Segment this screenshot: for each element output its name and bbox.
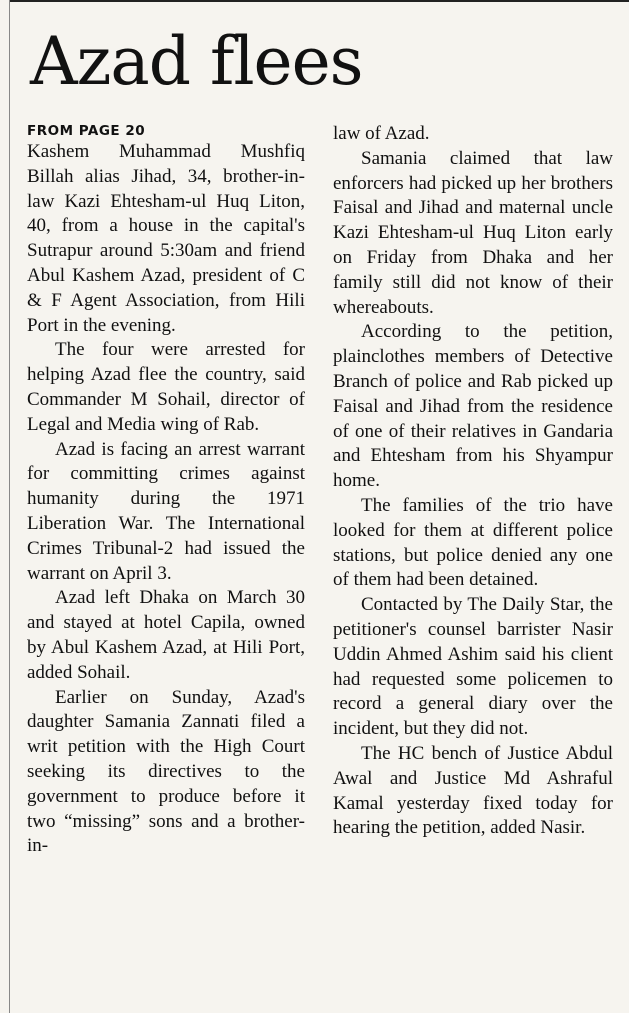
article-column-2 (333, 122, 613, 841)
left-rule (9, 0, 10, 1013)
paragraph: According to the petition, plainclothes members of Detective Branch of police and Rab picked up Faisal and Jihad from the residence of one of their relatives in Gandaria and Ehtesham from his Shyampur home. (333, 321, 613, 492)
paragraph: Earlier on Sunday, Azad's daughter Samania Zannati filed a writ petition with the High Court seeking its directives to the government to produce before it two “missing” sons and a brother-in- (27, 686, 305, 857)
paragraph: Kashem Muhammad Mushfiq Billah alias Jihad, 34, brother-in-law Kazi Ehtesham-ul Huq Liton, 40, from a house in the capital's Sutrapur around 5:30am and friend Abul Kashem Azad, president of C & F Agent Association, from Hili Port in the evening. (27, 141, 305, 336)
paragraph: Azad left Dhaka on March 30 and stayed at hotel Capila, owned by Abul Kashem Azad, at Hili Port, added Sohail. (27, 587, 305, 683)
paragraph: The four were arrested for helping Azad flee the country, said Commander M Sohail, director of Legal and Media wing of Rab. (27, 339, 305, 435)
paragraph: The HC bench of Justice Abdul Awal and Justice Md Ashraful Kamal yesterday fixed today for hearing the petition, added Nasir. (333, 742, 613, 839)
paragraph: The families of the trio have looked for them at different police stations, but police denied any one of them had been detained. (333, 494, 613, 591)
top-rule (9, 0, 629, 2)
paragraph: Azad is facing an arrest warrant for committing crimes against humanity during the 1971 Liberation War. The International Crimes Tribunal-2 had issued the warrant on April 3. (27, 438, 305, 584)
kicker: FROM PAGE 20 (27, 123, 146, 139)
headline: Azad flees (30, 23, 363, 100)
paragraph: Samania claimed that law enforcers had picked up her brothers Faisal and Jihad and maternal uncle Kazi Ehtesham-ul Huq Liton early on Friday from Dhaka and her family still did not know of their whereabouts. (333, 147, 613, 318)
paragraph: law of Azad. (333, 123, 430, 144)
article-column-1 (27, 122, 305, 859)
paragraph: Contacted by The Daily Star, the petitioner's counsel barrister Nasir Uddin Ahmed Ashim said his client had requested some policemen to record a general diary over the incident, but they did not. (333, 594, 613, 740)
